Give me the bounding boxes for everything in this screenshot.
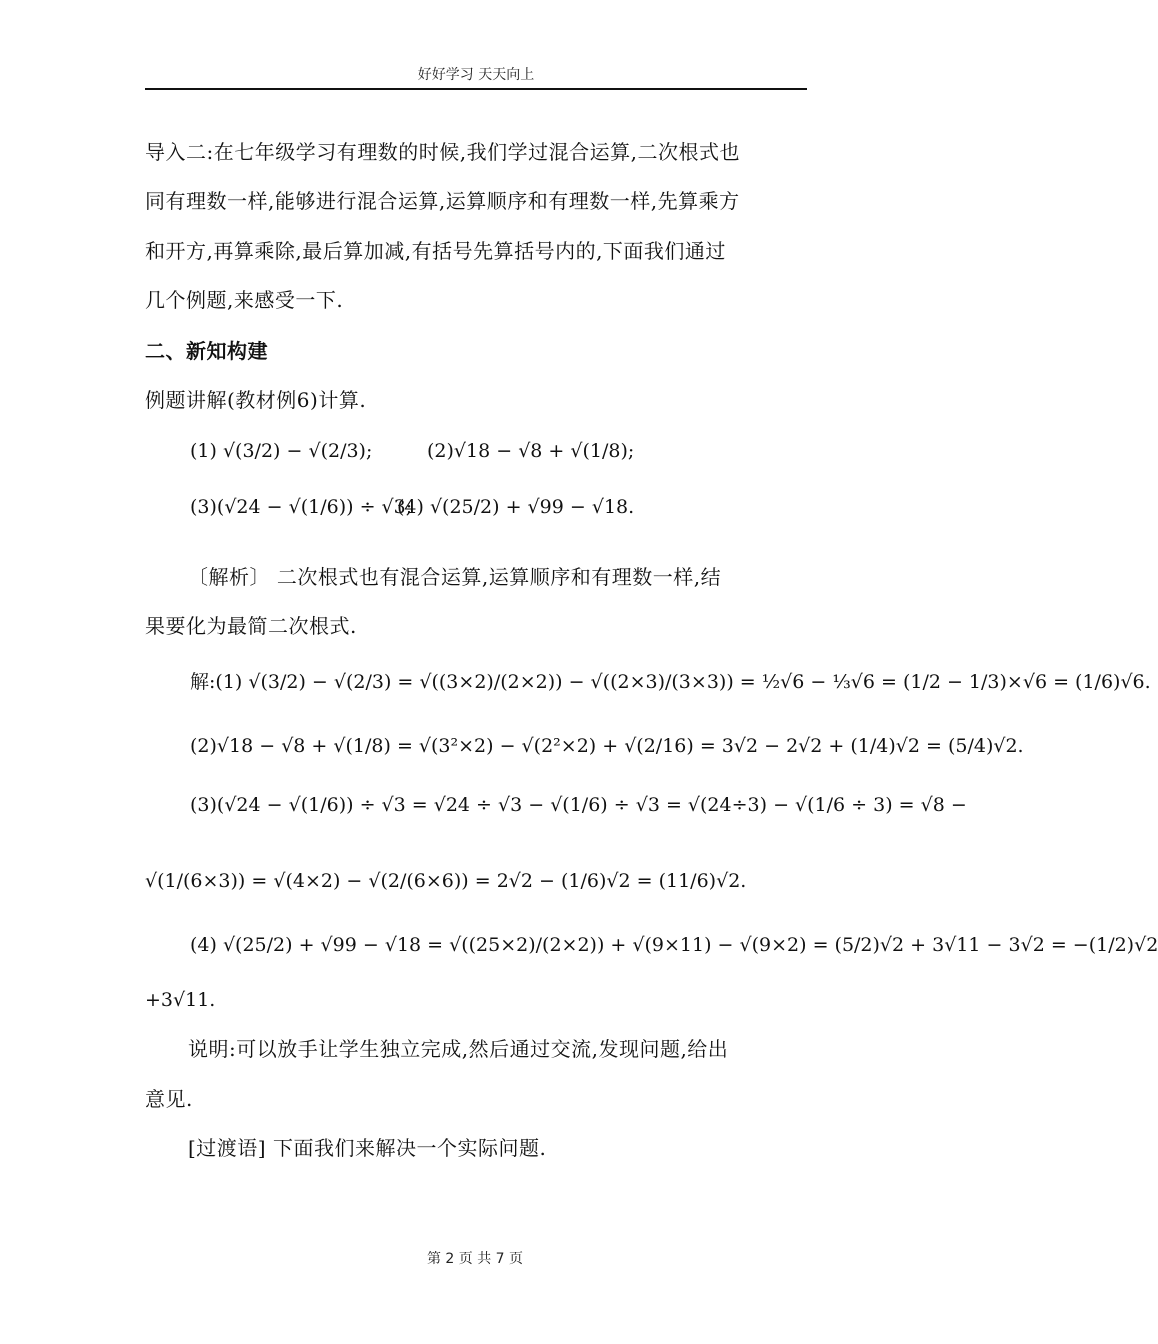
intro-line-2: 同有理数一样,能够进行混合运算,运算顺序和有理数一样,先算乘方 bbox=[145, 189, 740, 213]
solution-4-line-2: +3√11. bbox=[145, 989, 216, 1011]
problem-4: (4) √(25/2) + √99 − √18. bbox=[397, 496, 635, 518]
note-line-1: 说明:可以放手让学生独立完成,然后通过交流,发现问题,给出 bbox=[188, 1037, 729, 1061]
example-title: 例题讲解(教材例6)计算. bbox=[145, 388, 367, 412]
solution-3-line-2: √(1/(6×3)) = √(4×2) − √(2/(6×6)) = 2√2 − (1/6)√2 = (11/6)√2. bbox=[145, 870, 747, 892]
intro-line-3: 和开方,再算乘除,最后算加减,有括号先算括号内的,下面我们通过 bbox=[145, 239, 726, 263]
intro-line-4: 几个例题,来感受一下. bbox=[145, 288, 344, 312]
solution-4-line-1: (4) √(25/2) + √99 − √18 = √((25×2)/(2×2)) + √(9×11) − √(9×2) = (5/2)√2 + 3√11 − 3√2 = −(1/2)√2 bbox=[190, 934, 1158, 956]
problem-3: (3)(√24 − √(1/6)) ÷ √3; bbox=[190, 496, 413, 518]
page-header: 好好学习 天天向上 bbox=[145, 62, 807, 90]
intro-line-1: 导入二:在七年级学习有理数的时候,我们学过混合运算,二次根式也 bbox=[145, 140, 740, 164]
note-line-2: 意见. bbox=[145, 1087, 193, 1111]
solution-1: 解:(1) √(3/2) − √(2/3) = √((3×2)/(2×2)) − √((2×3)/(3×3)) = ½√6 − ⅓√6 = (1/2 − 1/3)×√6 = (1/6)√6. bbox=[190, 671, 1151, 693]
analysis-line-2: 果要化为最简二次根式. bbox=[145, 614, 357, 638]
transition-text: [过渡语] 下面我们来解决一个实际问题. bbox=[188, 1136, 547, 1160]
solution-2: (2)√18 − √8 + √(1/8) = √(3²×2) − √(2²×2) + √(2/16) = 3√2 − 2√2 + (1/4)√2 = (5/4)√2. bbox=[190, 735, 1024, 757]
section-title: 二、新知构建 bbox=[145, 339, 268, 363]
page-footer: 第 2 页 共 7 页 bbox=[426, 1251, 524, 1267]
analysis-line-1: 〔解析〕 二次根式也有混合运算,运算顺序和有理数一样,结 bbox=[188, 565, 722, 589]
problem-1: (1) √(3/2) − √(2/3); bbox=[190, 440, 373, 462]
solution-3-line-1: (3)(√24 − √(1/6)) ÷ √3 = √24 ÷ √3 − √(1/6) ÷ √3 = √(24÷3) − √(1/6 ÷ 3) = √8 − bbox=[190, 794, 967, 816]
problem-2: (2)√18 − √8 + √(1/8); bbox=[427, 440, 635, 462]
